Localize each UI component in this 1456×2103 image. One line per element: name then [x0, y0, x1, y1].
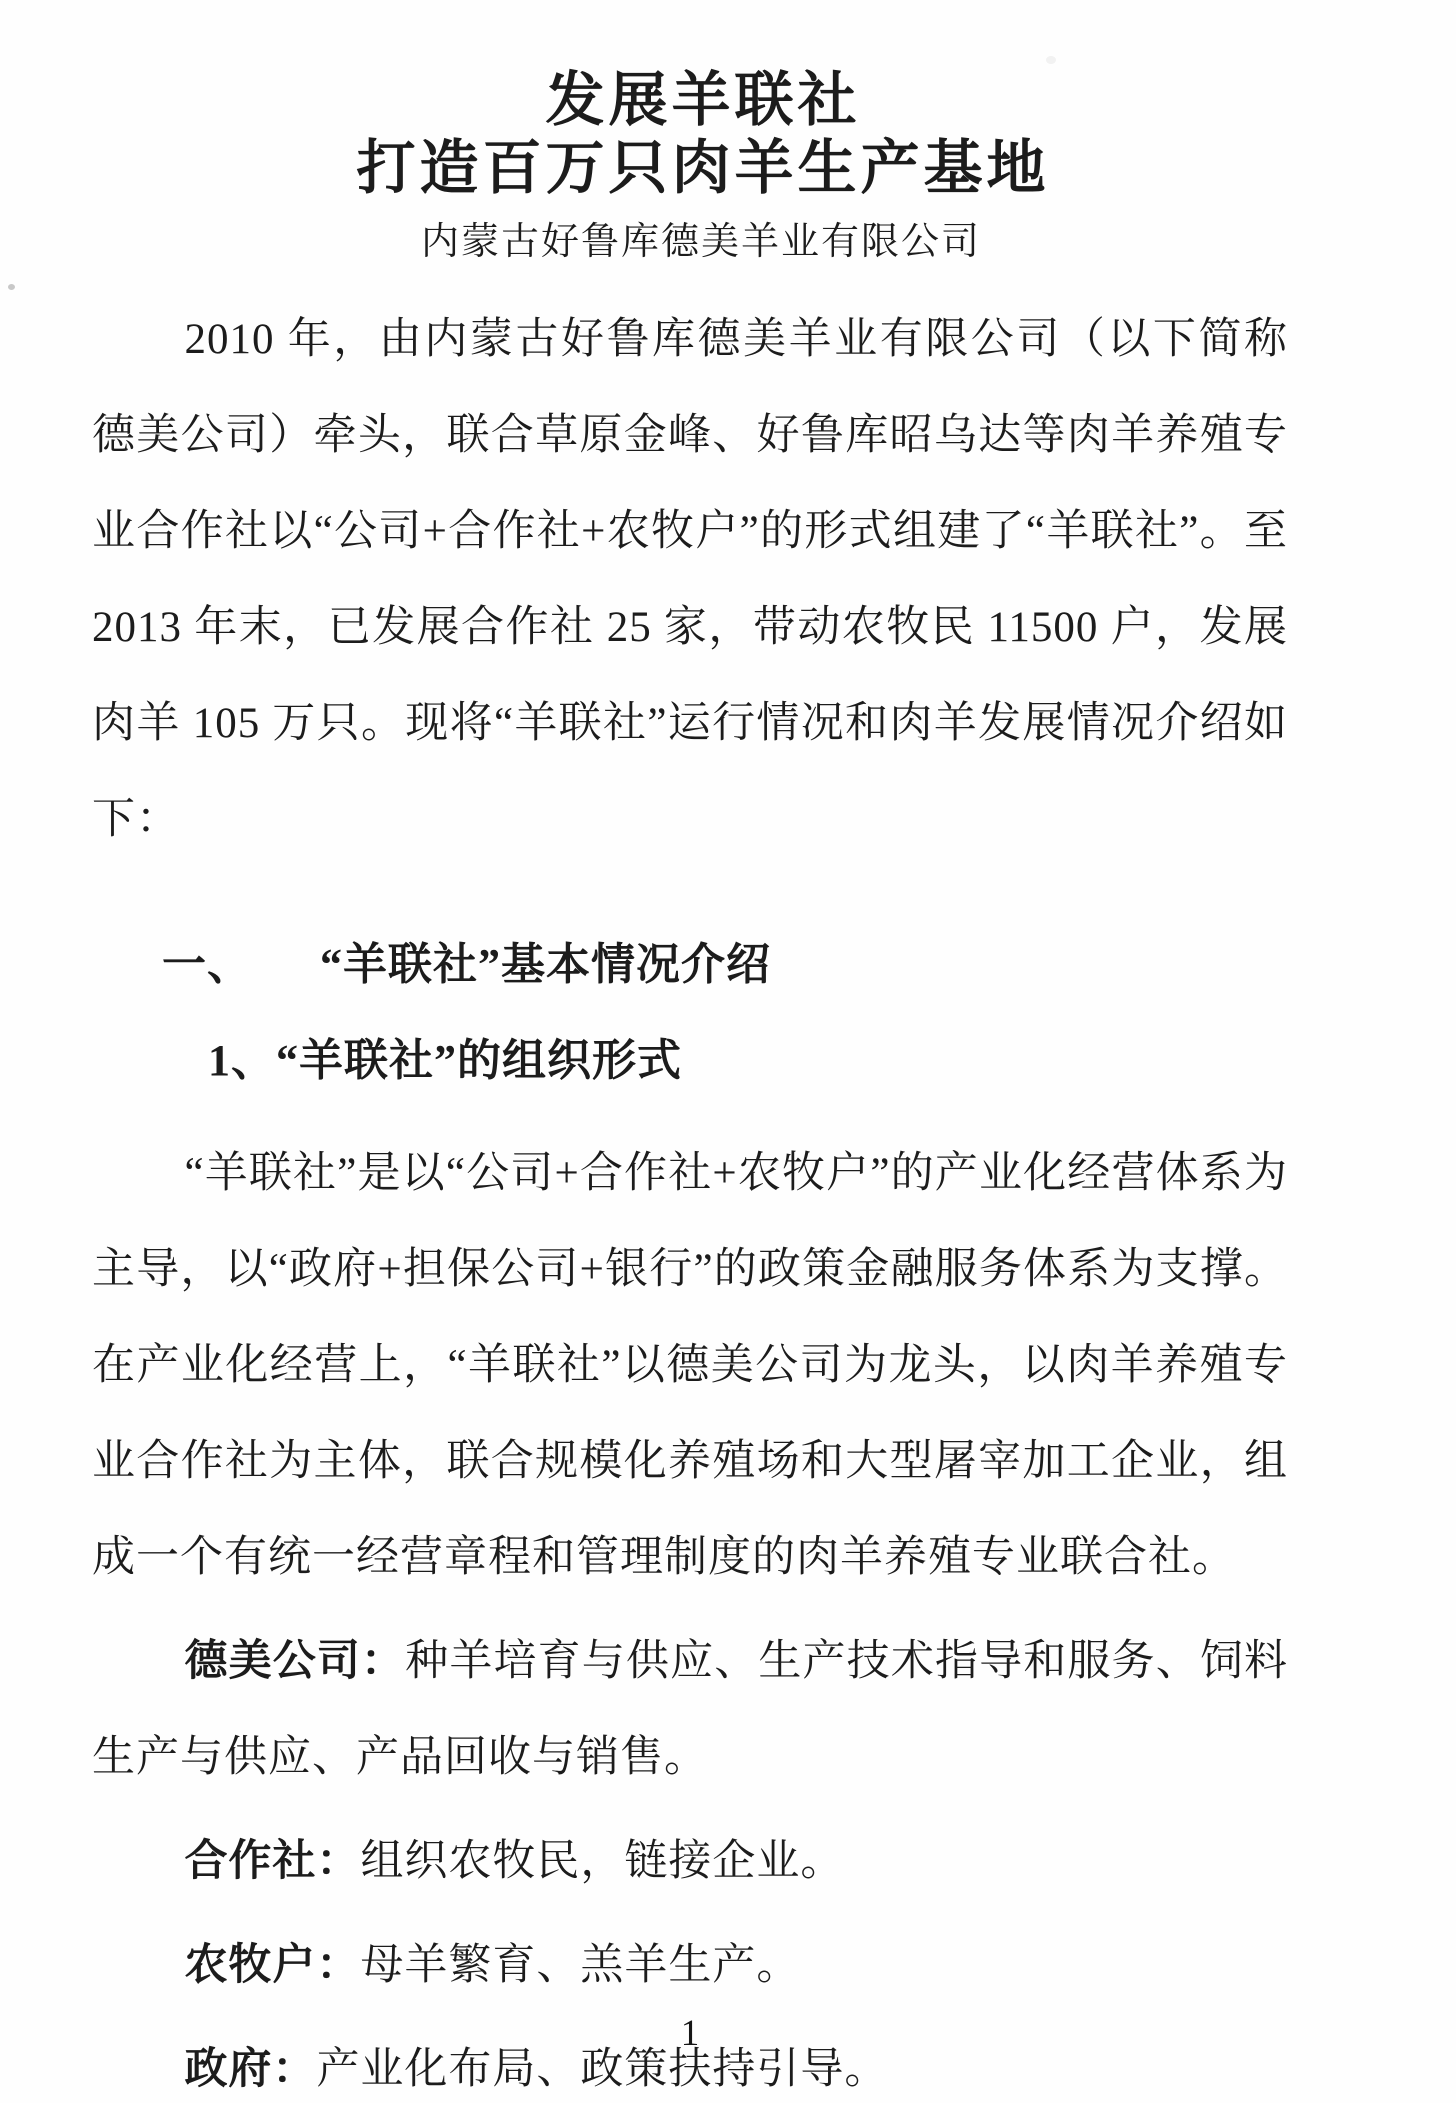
organization-paragraph: “羊联社”是以“公司+合作社+农牧户”的产业化经营体系为主导，以“政府+担保公司+银行”的政策金融服务体系为支撑。在产业化经营上，“羊联社”以德美公司为龙头，以肉羊养殖专业合作社为主体，联合规模化养殖场和大型屠宰加工企业，组成一个有统一经营章程和管理制度的肉羊养殖专业联合社。 — [92, 1150, 1288, 1581]
scan-smudge-artifact — [1046, 56, 1056, 64]
section-1-1-heading: 1、“羊联社”的组织形式 — [208, 1036, 682, 1085]
role-paragraph-herder-household — [92, 1918, 1288, 2014]
role-label-demei-company: 德美公司： — [184, 1638, 406, 1685]
section-1-heading: 一、 “羊联社”基本情况介绍 — [162, 940, 771, 989]
role-label-cooperative: 合作社： — [184, 1838, 361, 1885]
title-line-2: 打造百万只肉羊生产基地 — [356, 135, 1050, 201]
role-paragraph-demei-company — [92, 1614, 1288, 1806]
role-text-herder-household: 母羊繁育、羔羊生产。 — [360, 1942, 801, 1989]
title-line-1: 发展羊联社 — [545, 67, 861, 133]
role-text-demei-company: 种羊培育与供应、生产技术指导和服务、饲料生产与供应、产品回收与销售。 — [92, 1638, 1289, 1781]
role-text-cooperative: 组织农牧民，链接企业。 — [360, 1838, 845, 1885]
scan-speck-artifact — [8, 284, 15, 290]
document-author-company: 内蒙古好鲁库德美羊业有限公司 — [420, 221, 981, 263]
role-paragraph-cooperative — [92, 1814, 1288, 1910]
intro-paragraph: 2010 年，由内蒙古好鲁库德美羊业有限公司（以下简称德美公司）牵头，联合草原金峰、好鲁库昭乌达等肉羊养殖专业合作社以“公司+合作社+农牧户”的形式组建了“羊联社”。至 2013 年末，已发展合作社 25 家，带动农牧民 11500 户，发展肉羊 105 万只。现将“羊联社”运行情况和肉羊发展情况介绍如下： — [92, 316, 1288, 843]
role-label-government: 政府： — [184, 2046, 317, 2093]
document-title — [118, 66, 1288, 202]
page-number: 1 — [680, 2013, 700, 2054]
role-text-government: 产业化布局、政策扶持引导。 — [316, 2046, 889, 2093]
role-label-herder-household: 农牧户： — [184, 1942, 361, 1989]
